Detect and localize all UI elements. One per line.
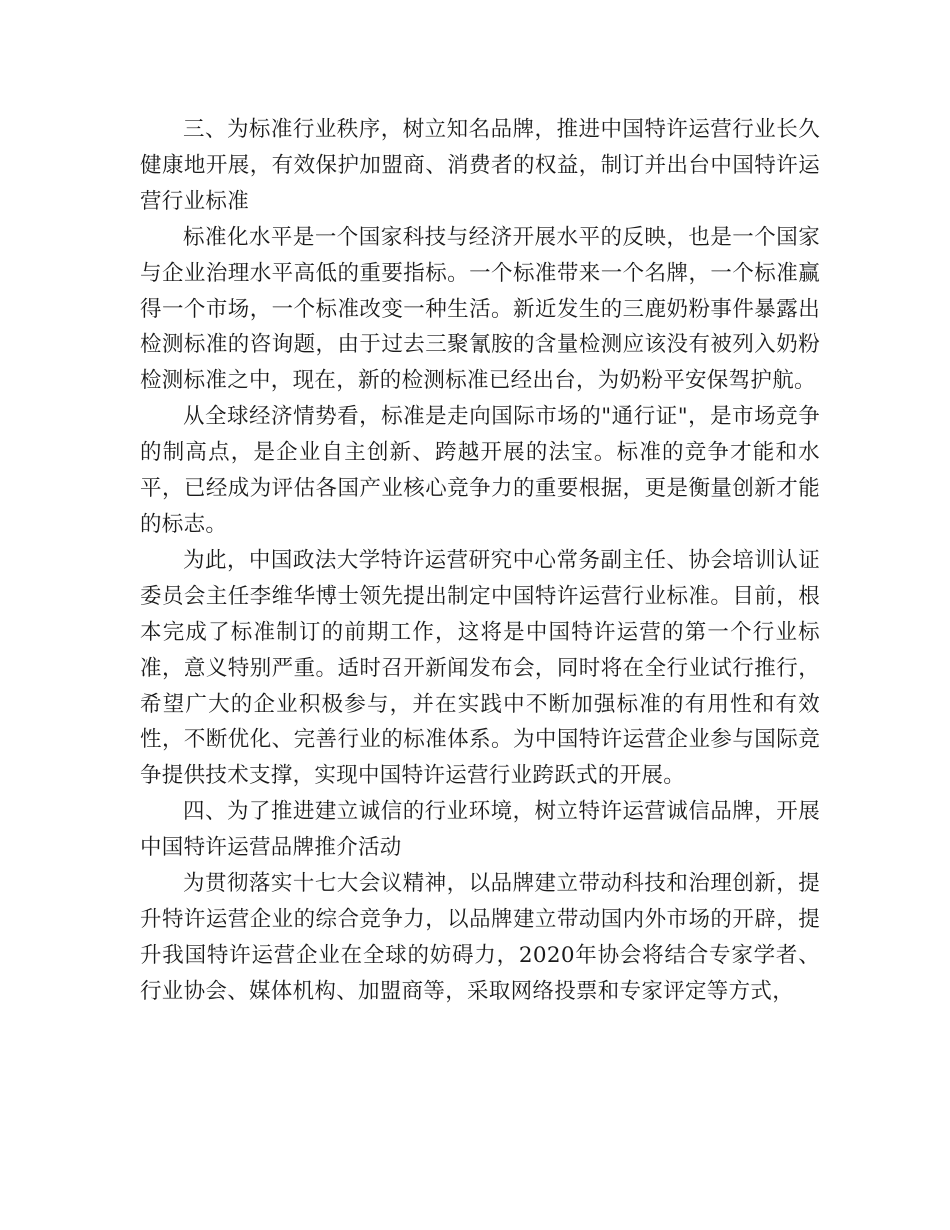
paragraph-section-four-heading: 四、为了推进建立诚信的行业环境，树立特许运营诚信品牌，开展中国特许运营品牌推介活动 [140,799,820,861]
document-body [140,112,820,1010]
paragraph-brand-promotion: 为贯彻落实十七大会议精神，以品牌建立带动科技和治理创新，提升特许运营企业的综合竞争力，以品牌建立带动国内外市场的开辟，提升我国特许运营企业在全球的妨碍力，2020年协会将结合专家学者、行业协会、媒体机构、加盟商等，采取网络投票和专家评定等方式， [140,871,820,1004]
paragraph-section-three-heading: 三、为标准行业秩序，树立知名品牌，推进中国特许运营行业长久健康地开展，有效保护加盟商、消费者的权益，制订并出台中国特许运营行业标准 [140,117,820,214]
paragraph-standardization-level: 标准化水平是一个国家科技与经济开展水平的反映，也是一个国家与企业治理水平高低的重要指标。一个标准带来一个名牌，一个标准赢得一个市场，一个标准改变一种生活。新近发生的三鹿奶粉事件暴露出检测标准的咨询题，由于过去三聚氰胺的含量检测应该没有被列入奶粉检测标准之中，现在，新的检测标准已经出台，为奶粉平安保驾护航。 [140,224,820,394]
paragraph-industry-standard-proposal: 为此，中国政法大学特许运营研究中心常务副主任、协会培训认证委员会主任李维华博士领先提出制定中国特许运营行业标准。目前，根本完成了标准制订的前期工作，这将是中国特许运营的第一个行业标准，意义特别严重。适时召开新闻发布会，同时将在全行业试行推行，希望广大的企业积极参与，并在实践中不断加强标准的有用性和有效性，不断优化、完善行业的标准体系。为中国特许运营企业参与国际竞争提供技术支撑，实现中国特许运营行业跨跃式的开展。 [140,547,820,789]
paragraph-global-economy: 从全球经济情势看，标准是走向国际市场的"通行证"，是市场竞争的制高点，是企业自主创新、跨越开展的法宝。标准的竞争才能和水平，已经成为评估各国产业核心竞争力的重要根据，更是衡量创新才能的标志。 [140,404,820,537]
